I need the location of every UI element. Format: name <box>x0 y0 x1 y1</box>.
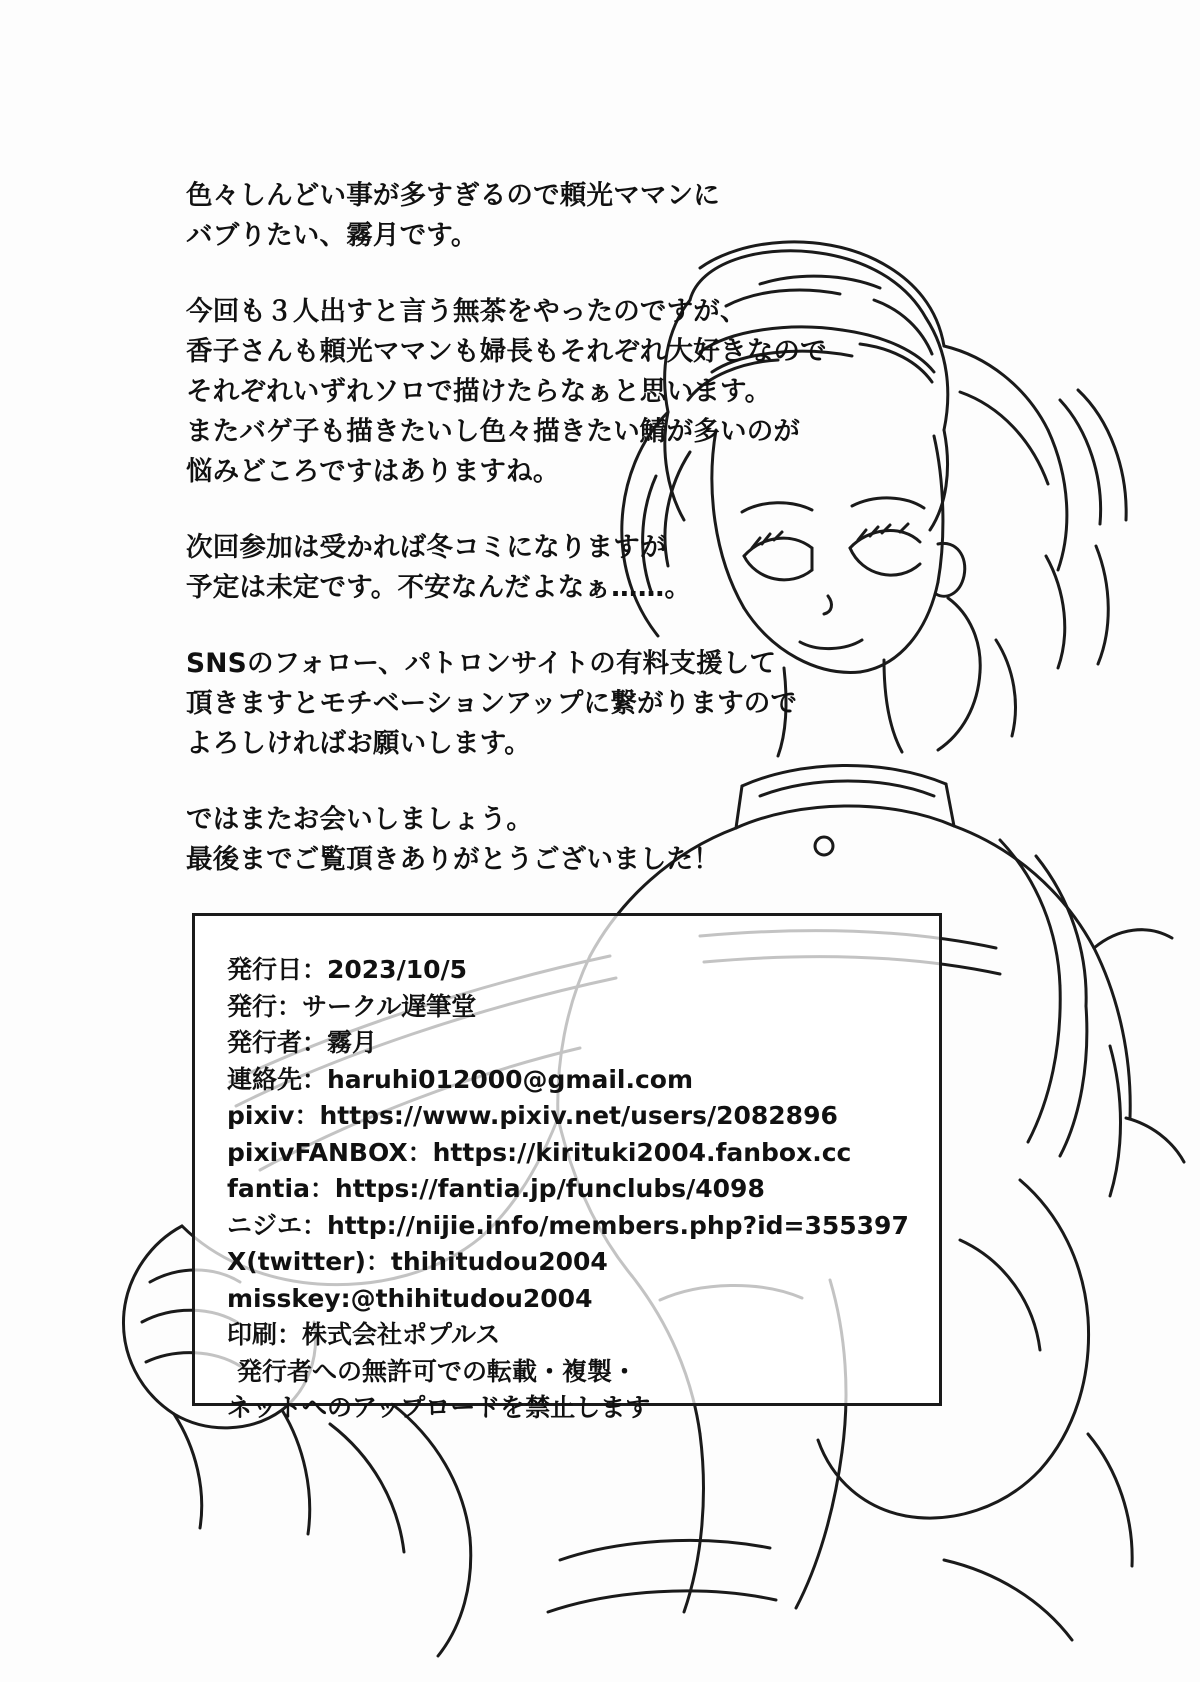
afterword-line: 次回参加は受かれば冬コミになりますが <box>186 532 667 563</box>
paragraph-sns-support <box>186 644 1016 764</box>
afterword-line: 悩みどころですはありますね。 <box>186 456 560 487</box>
colophon-author: 発行者：霧月 <box>227 1028 378 1057</box>
paragraph-about-characters <box>186 292 1016 492</box>
afterword-line: 色々しんどい事が多すぎるので頼光ママンに <box>186 180 720 211</box>
afterword-line: それぞれいずれソロで描けたらなぁと思います。 <box>186 376 772 407</box>
afterword-line: ではまたお会いしましょう。 <box>186 804 534 835</box>
colophon-nijie-link[interactable]: ニジエ：http://nijie.info/members.php?id=355397 <box>227 1210 909 1240</box>
afterword-line: よろしければお願いします。 <box>186 728 531 759</box>
afterword-line: またバゲ子も描きたいし色々描きたい鯖が多いのが <box>186 416 801 447</box>
colophon-fantia-link[interactable]: fantia：https://fantia.jp/funclubs/4098 <box>227 1174 765 1203</box>
paragraph-greeting <box>186 176 1016 256</box>
colophon-misskey-handle[interactable]: misskey:@thihitudou2004 <box>227 1283 593 1313</box>
colophon-circle: 発行：サークル遅筆堂 <box>227 991 477 1021</box>
colophon-fanbox-link[interactable]: pixivFANBOX：https://kirituki2004.fanbox.cc <box>227 1137 852 1167</box>
colophon-printer: 印刷：株式会社ポプルス <box>227 1320 501 1349</box>
afterword-line: 香子さんも頼光ママンも婦長もそれぞれ大好きなので <box>186 336 827 367</box>
afterword-line: SNSのフォロー、パトロンサイトの有料支援して <box>186 648 777 679</box>
afterword-text <box>186 176 1016 880</box>
colophon-publish-date: 発行日：2023/10/5 <box>227 955 468 984</box>
colophon-copyright-notice-line-1: 発行者への無許可での転載・複製・ <box>237 1356 638 1386</box>
afterword-line: 予定は未定です。不安なんだよなぁ……。 <box>186 572 692 603</box>
afterword-line: 頂きますとモチベーションアップに繋がりますので <box>186 688 798 719</box>
colophon-box <box>192 913 942 1422</box>
colophon-twitter-handle[interactable]: X(twitter)：thihitudou2004 <box>227 1247 608 1276</box>
colophon-pixiv-link[interactable]: pixiv：https://www.pixiv.net/users/2082896 <box>227 1101 838 1130</box>
colophon-email: 連絡先：haruhi012000@gmail.com <box>227 1064 694 1094</box>
afterword-line: 今回も３人出すと言う無茶をやったのですが、 <box>186 296 747 327</box>
afterword-line: バブりたい、霧月です。 <box>186 220 478 251</box>
paragraph-next-event <box>186 528 1016 608</box>
colophon-copyright-notice-line-2: ネットへのアップロードを禁止します <box>227 1393 651 1422</box>
afterword-line: 最後までご覧頂きありがとうございました！ <box>186 844 720 875</box>
paragraph-closing <box>186 800 1016 880</box>
